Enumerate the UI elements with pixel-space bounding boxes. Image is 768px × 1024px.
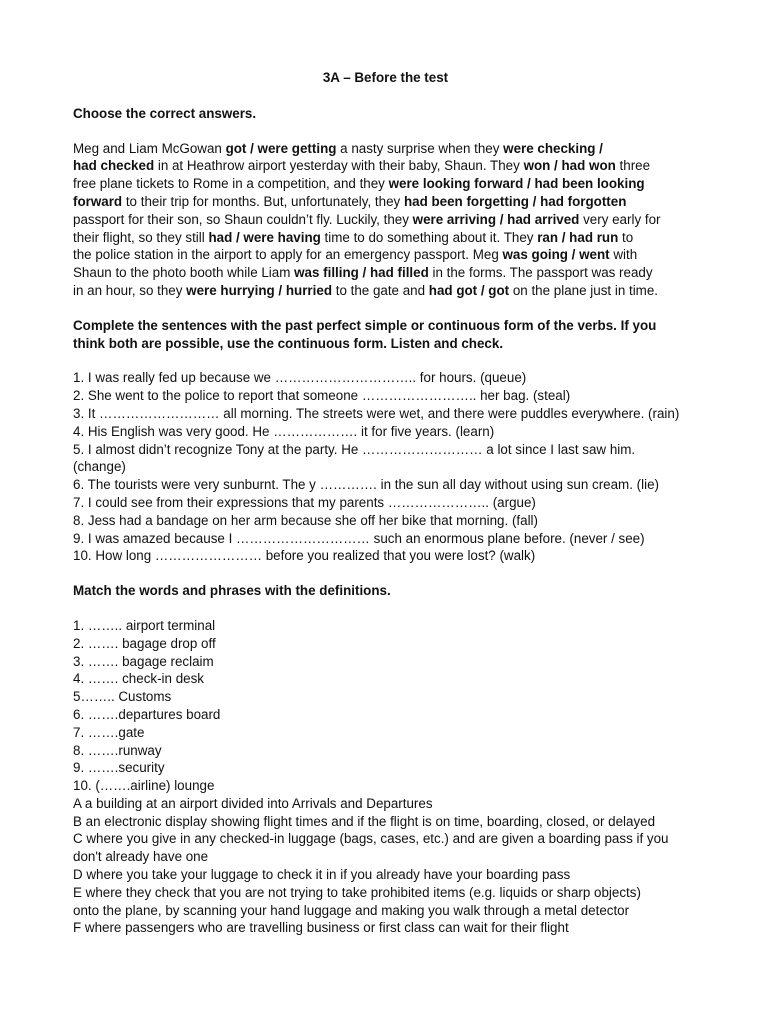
term-item: 8. …….runway — [73, 742, 162, 758]
paragraph-text: in at Heathrow airport yesterday with their baby, Shaun. They — [154, 158, 524, 174]
answer-choice: had got / got — [428, 282, 510, 298]
paragraph-text: on the plane just in time. — [509, 282, 658, 298]
answer-choice: was filling / had filled — [294, 265, 429, 281]
term-item: 1. …….. airport terminal — [73, 617, 216, 633]
gap-fill-item: 10. How long …………………… before you realized that you were lost? (walk) — [73, 548, 536, 564]
definition-item: A a building at an airport divided into Arrivals and Departures — [73, 795, 433, 811]
paragraph-text: their flight, so they still — [73, 229, 209, 245]
paragraph-text: Meg and Liam McGowan — [73, 140, 226, 156]
section3-heading: Match the words and phrases with the definitions. — [73, 583, 391, 599]
paragraph-text: to the gate and — [332, 282, 429, 298]
answer-choice: ran / had run — [537, 229, 619, 245]
paragraph-text: in the forms. The passport was ready — [428, 265, 653, 281]
section1-heading: Choose the correct answers. — [73, 105, 257, 121]
definition-item: B an electronic display showing flight times and if the flight is on time, boarding, closed, or delayed — [73, 813, 656, 829]
answer-choice: got / were getting — [225, 140, 337, 156]
paragraph-text: to — [618, 229, 634, 245]
definition-item: D where you take your luggage to check it in if you already have your boarding pass — [73, 867, 571, 883]
gap-fill-item: 6. The tourists were very sunburnt. The y …………. in the sun all day without using sun cream. (lie) — [73, 477, 659, 493]
term-item: 2. ……. bagage drop off — [73, 635, 216, 651]
paragraph-text: three — [615, 158, 651, 174]
term-item: 7. …….gate — [73, 724, 145, 740]
paragraph-text: time to do something about it. They — [320, 229, 538, 245]
paragraph-line — [73, 175, 698, 193]
answer-choice: forward — [73, 193, 123, 209]
paragraph-text: with — [609, 247, 638, 263]
definition-item: C where you give in any checked-in luggage (bags, cases, etc.) and are given a boarding pass if you — [73, 831, 669, 847]
paragraph-text: passport for their son, so Shaun couldn’t fly. Luckily, they — [73, 211, 413, 227]
answer-choice: were hurrying / hurried — [186, 282, 332, 298]
page-title: 3A – Before the test — [322, 70, 449, 85]
gap-fill-item: 9. I was amazed because I ………………………… such an enormous plane before. (never / see) — [73, 530, 645, 546]
paragraph-text: very early for — [579, 211, 661, 227]
paragraph-line — [73, 193, 698, 211]
term-item: 3. ……. bagage reclaim — [73, 653, 214, 669]
answer-choice: were checking / — [503, 140, 603, 156]
gap-fill-item: (change) — [73, 459, 126, 475]
term-item: 10. (…….airline) lounge — [73, 778, 215, 794]
paragraph-text: in an hour, so they — [73, 282, 187, 298]
paragraph-line — [73, 140, 698, 158]
answer-choice: won / had won — [523, 158, 616, 174]
gap-fill-item: 4. His English was very good. He ………………. it for five years. (learn) — [73, 423, 495, 439]
paragraph-line — [73, 282, 698, 300]
term-item: 6. …….departures board — [73, 706, 221, 722]
definition-item: onto the plane, by scanning your hand luggage and making you walk through a metal detector — [73, 902, 630, 918]
section1-paragraph — [73, 140, 698, 300]
answer-choice: were looking forward / had been looking — [388, 176, 645, 192]
term-item: 4. ……. check-in desk — [73, 671, 204, 687]
gap-fill-item: 1. I was really fed up because we ………………………….. for hours. (queue) — [73, 370, 527, 386]
paragraph-text: free plane tickets to Rome in a competition, and they — [73, 176, 389, 192]
definition-item: E where they check that you are not trying to take prohibited items (e.g. liquids or sharp objects) — [73, 884, 641, 900]
term-item: 9. …….security — [73, 760, 165, 776]
section3-matching — [73, 617, 698, 937]
paragraph-line — [73, 246, 698, 264]
gap-fill-item: 8. Jess had a bandage on her arm because she off her bike that morning. (fall) — [73, 512, 538, 528]
gap-fill-item: 5. I almost didn’t recognize Tony at the party. He ……………………… a lot since I last saw him. — [73, 441, 636, 457]
section2-heading-line1: Complete the sentences with the past perfect simple or continuous form of the verbs. If you — [73, 317, 657, 333]
gap-fill-item: 7. I could see from their expressions that my parents ………………….. (argue) — [73, 494, 536, 510]
gap-fill-item: 3. It ……………………… all morning. The streets were wet, and there were puddles everywhere. (rain) — [73, 405, 680, 421]
answer-choice: was going / went — [502, 247, 610, 263]
paragraph-line — [73, 211, 698, 229]
section2-heading — [73, 317, 698, 353]
section2-items — [73, 369, 698, 565]
answer-choice: were arriving / had arrived — [412, 211, 580, 227]
paragraph-line — [73, 157, 698, 175]
gap-fill-item: 2. She went to the police to report that someone …………………….. her bag. (steal) — [73, 388, 571, 404]
definition-item: don't already have one — [73, 849, 209, 865]
section2-heading-line2: think both are possible, use the continuous form. Listen and check. — [73, 335, 504, 351]
paragraph-text: to their trip for months. But, unfortunately, they — [122, 193, 404, 209]
definition-item: F where passengers who are travelling business or first class can wait for their flight — [73, 920, 569, 936]
paragraph-text: the police station in the airport to apply for an emergency passport. Meg — [73, 247, 503, 263]
paragraph-text: Shaun to the photo booth while Liam — [73, 265, 295, 281]
answer-choice: had checked — [73, 158, 155, 174]
answer-choice: had / were having — [208, 229, 321, 245]
term-item: 5…….. Customs — [73, 689, 172, 705]
paragraph-text: a nasty surprise when they — [336, 140, 504, 156]
paragraph-line — [73, 229, 698, 247]
answer-choice: had been forgetting / had forgotten — [403, 193, 627, 209]
paragraph-line — [73, 264, 698, 282]
worksheet-content — [73, 69, 698, 954]
